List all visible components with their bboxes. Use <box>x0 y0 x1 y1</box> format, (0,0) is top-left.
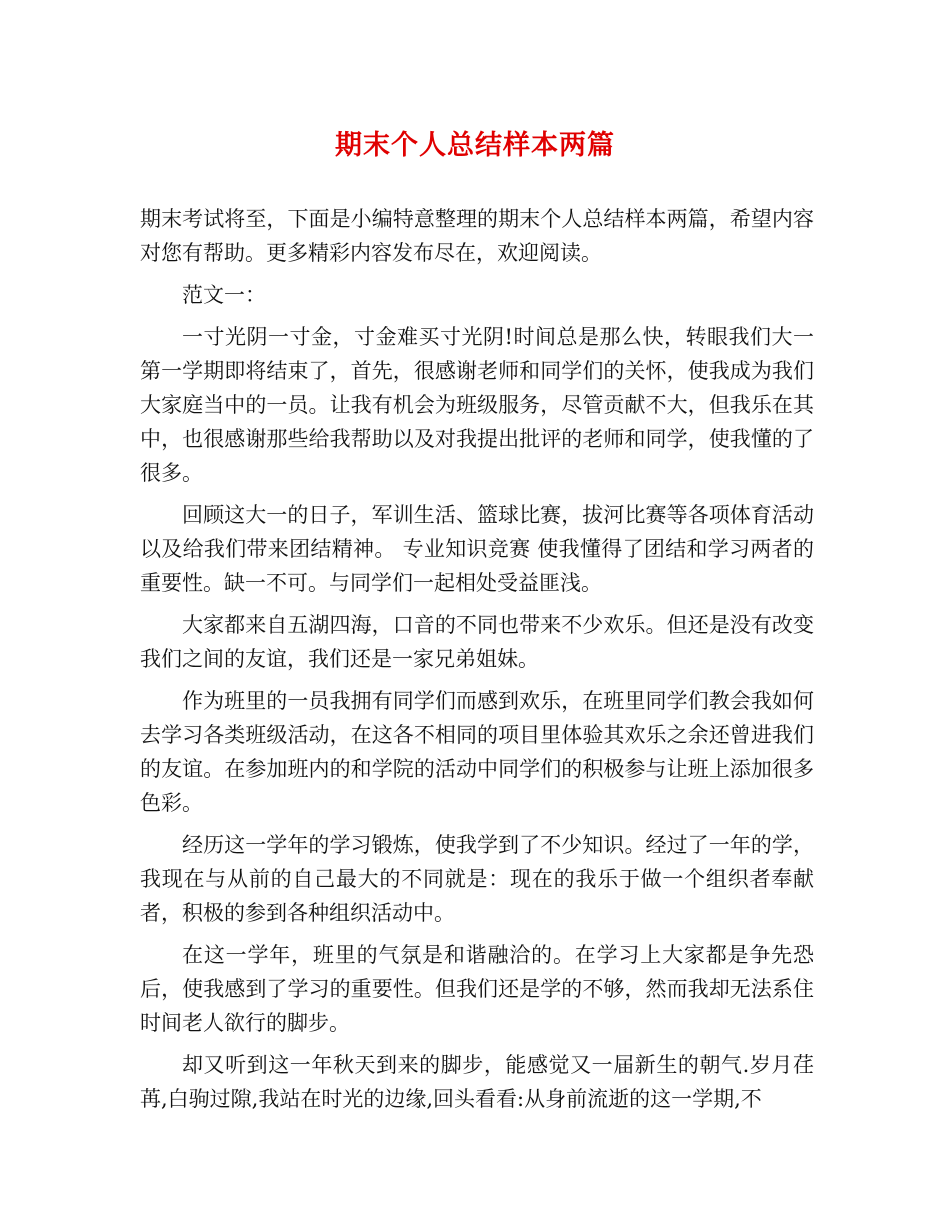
body-paragraph: 却又听到这一年秋天到来的脚步，能感觉又一届新生的朝气.岁月荏苒,白驹过隙,我站在时光的边缘,回头看看:从身前流逝的这一学期,不 <box>140 1053 814 1111</box>
body-paragraph: 回顾这大一的日子，军训生活、篮球比赛，拔河比赛等各项体育活动以及给我们带来团结精神。 专业知识竞赛 使我懂得了团结和学习两者的重要性。缺一不可。与同学们一起相处受益匪浅。 <box>140 503 814 595</box>
section-heading: 范文一： <box>182 283 266 307</box>
intro-paragraph: 期末考试将至，下面是小编特意整理的期末个人总结样本两篇，希望内容对您有帮助。更多精彩内容发布尽在，欢迎阅读。 <box>140 207 814 265</box>
body-paragraph: 一寸光阴一寸金，寸金难买寸光阴!时间总是那么快，转眼我们大一第一学期即将结束了，首先，很感谢老师和同学们的关怀，使我成为我们大家庭当中的一员。让我有机会为班级服务，尽管贡献不大，但我乐在其中，也很感谢那些给我帮助以及对我提出批评的老师和同学，使我懂的了很多。 <box>140 325 814 485</box>
body-paragraph: 在这一学年，班里的气氛是和谐融洽的。在学习上大家都是争先恐后，使我感到了学习的重要性。但我们还是学的不够，然而我却无法系住时间老人欲行的脚步。 <box>140 943 814 1035</box>
body-paragraph: 经历这一学年的学习锻炼，使我学到了不少知识。经过了一年的学，我现在与从前的自己最大的不同就是：现在的我乐于做一个组织者奉献者，积极的参到各种组织活动中。 <box>140 833 814 925</box>
document-body <box>140 202 814 1124</box>
body-paragraph: 大家都来自五湖四海，口音的不同也带来不少欢乐。但还是没有改变我们之间的友谊，我们还是一家兄弟姐妹。 <box>140 613 814 671</box>
document-title: 期末个人总结样本两篇 <box>335 130 615 161</box>
body-paragraph: 作为班里的一员我拥有同学们而感到欢乐，在班里同学们教会我如何去学习各类班级活动，在这各不相同的项目里体验其欢乐之余还曾进我们的友谊。在参加班内的和学院的活动中同学们的积极参与让班上添加很多色彩。 <box>140 689 814 815</box>
